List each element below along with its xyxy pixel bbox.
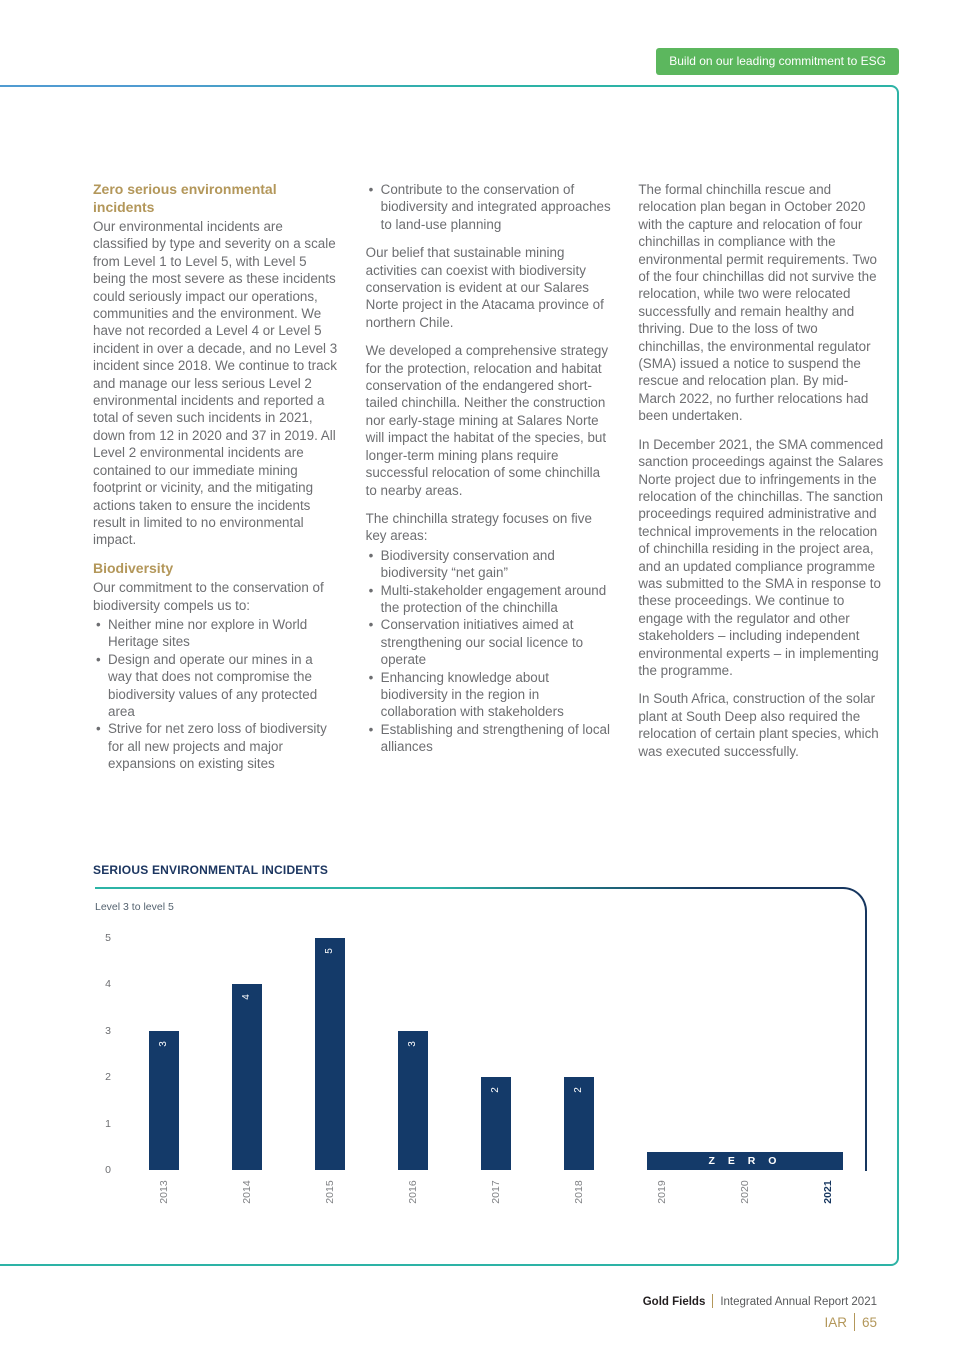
bar-value-label: 3 <box>158 1041 169 1047</box>
esg-commitment-badge: Build on our leading commitment to ESG <box>656 48 899 75</box>
bar-2015 <box>315 938 345 1170</box>
y-axis-tick: 2 <box>105 1071 111 1084</box>
column-3 <box>638 181 885 784</box>
footer-page-line <box>643 1313 877 1331</box>
paragraph: The formal chinchilla rescue and relocation plan began in October 2020 with the capture and relocation of four chinchillas in compliance with the environmental permit requirements. Two of the four chinchillas did not survive the relocation, while two were relocated successfully and remain healthy and thriving. Due to the loss of two chinchillas, the environmental regulator (SMA) issued a notice to suspend the rescue and relocation plan. By mid-March 2022, no further relocations had been undertaken. <box>638 182 877 424</box>
brand-name: Gold Fields <box>642 1296 706 1308</box>
y-axis-tick: 1 <box>105 1117 111 1130</box>
bullet-list <box>366 547 613 756</box>
bar-value-label: 5 <box>324 948 335 954</box>
y-axis-tick: 5 <box>105 932 111 944</box>
paragraph: We developed a comprehensive strategy for the protection, relocation and habitat conservation of the endangered short-tailed chinchilla. Neither the construction nor early-stage mining at Salares Norte will impact the habitat of the species, but longer-term mining plans require successful relocation of some chinchilla to nearby areas. <box>365 343 609 498</box>
page-number: 65 <box>861 1315 877 1330</box>
footer-divider <box>854 1313 855 1331</box>
x-axis-tick-2014: 2014 <box>241 1180 253 1204</box>
column-2 <box>366 181 613 784</box>
footer-divider <box>712 1294 713 1308</box>
list-item: • Biodiversity conservation and biodiversity “net gain” <box>381 547 613 582</box>
chart-title: SERIOUS ENVIRONMENTAL INCIDENTS <box>93 863 329 877</box>
page-footer <box>643 1294 877 1331</box>
bar-2014 <box>232 984 262 1170</box>
bar-value-label: 3 <box>407 1041 418 1047</box>
list-item: • Neither mine nor explore in World Heritage sites <box>108 616 340 651</box>
x-axis-tick-2016: 2016 <box>407 1180 419 1204</box>
list-item: • Conservation initiatives aimed at strengthening our social licence to operate <box>381 616 613 668</box>
list-item: • Contribute to the conservation of biodiversity and integrated approaches to land-use planning <box>381 181 613 233</box>
x-axis-tick-2020: 2020 <box>739 1180 751 1204</box>
paragraph: In December 2021, the SMA commenced sanction proceedings against the Salares Norte project due to infringements in the relocation of the chinchillas. The sanction proceedings required administrative and technical improvements in the relocation of chinchilla residing in the project area, and an updated compliance programme was submitted to the SMA in response to these proceedings. We continue to engage with the regulator and other stakeholders – including independent environmental experts – in implementing the programme. <box>638 436 884 678</box>
x-axis-tick-2013: 2013 <box>158 1180 170 1204</box>
footer-report-line <box>643 1294 877 1308</box>
zero-incidents-bar: Z E R O <box>647 1152 843 1170</box>
list-item: • Multi-stakeholder engagement around the protection of the chinchilla <box>381 582 613 617</box>
list-item: • Design and operate our mines in a way that does not compromise the biodiversity values of any protected area <box>108 651 340 721</box>
x-axis-tick-2018: 2018 <box>573 1180 585 1204</box>
paragraph: In South Africa, construction of the solar plant at South Deep also required the relocation of certain plant species, which was executed successfully. <box>638 691 879 759</box>
list-item: • Enhancing knowledge about biodiversity in the region in collaboration with stakeholders <box>381 669 613 721</box>
y-axis-tick: 4 <box>105 978 111 991</box>
page-frame-top-accent <box>0 85 470 87</box>
body-columns <box>93 181 885 784</box>
paragraph: Our environmental incidents are classified by type and severity on a scale from Level 1 to Level 5, with Level 5 being the most severe as these incidents could seriously impact our operations, communities and the environment. We have not recorded a Level 4 or Level 5 incident in over a decade, and no Level 3 incident since 2018. We continue to track and manage our less serious Level 2 environmental incidents and reported a total of seven such incidents in 2021, down from 12 in 2020 and 37 in 2019. All Level 2 environmental incidents are contained to our immediate mining footprint or vicinity, and the mitigating actions taken to ensure the incidents result in limited to no environmental impact. <box>93 219 338 548</box>
chart-subtitle: Level 3 to level 5 <box>95 901 174 913</box>
list-item: • Establishing and strengthening of local alliances <box>381 721 613 756</box>
chart-title-underline <box>95 887 715 889</box>
bar-value-label: 2 <box>490 1087 501 1093</box>
paragraph: The chinchilla strategy focuses on five key areas: <box>365 510 592 544</box>
y-axis-tick: 0 <box>105 1164 111 1176</box>
paragraph: Our belief that sustainable mining activities can coexist with biodiversity conservation is evident at our Salares Norte project in the Atacama province of northern Chile. <box>365 245 604 330</box>
bar-chart-plot <box>95 910 865 1225</box>
bar-value-label: 2 <box>573 1087 584 1093</box>
y-axis-tick: 3 <box>105 1024 111 1037</box>
report-title: Integrated Annual Report 2021 <box>720 1296 877 1308</box>
x-axis-tick-2019: 2019 <box>656 1180 668 1204</box>
list-item: • Strive for net zero loss of biodiversity for all new projects and major expansions on existing sites <box>108 720 340 772</box>
x-axis-tick-2021: 2021 <box>822 1180 834 1204</box>
section-heading-biodiversity: Biodiversity <box>93 559 174 576</box>
bar-value-label: 4 <box>241 994 252 1001</box>
section-heading-zero-incidents: Zero serious environmental incidents <box>93 181 277 215</box>
paragraph: Our commitment to the conservation of biodiversity compels us to: <box>93 580 324 613</box>
bullet-list <box>366 181 613 233</box>
x-axis-tick-2015: 2015 <box>324 1180 336 1204</box>
column-1 <box>93 181 340 784</box>
bullet-list <box>93 616 340 773</box>
x-axis-tick-2017: 2017 <box>490 1180 502 1204</box>
page-label: IAR <box>824 1315 847 1330</box>
